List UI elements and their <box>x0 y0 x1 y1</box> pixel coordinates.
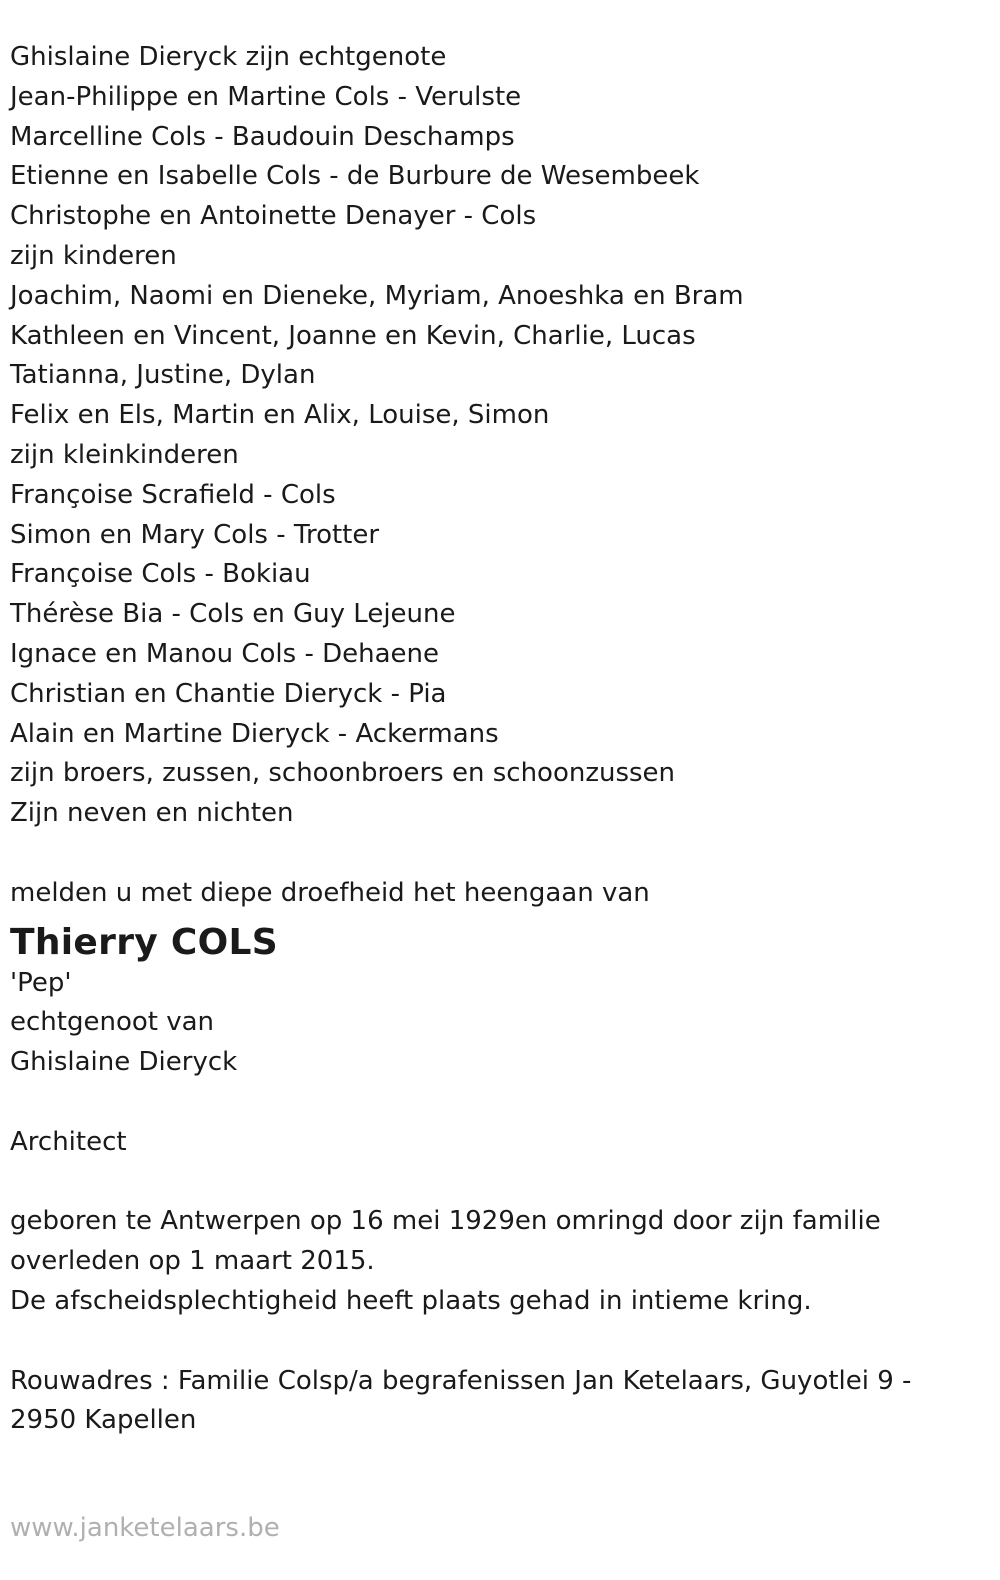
deceased-nickname: 'Pep' <box>10 967 72 998</box>
family-line: Kathleen en Vincent, Joanne en Kevin, Charlie, Lucas <box>10 320 696 351</box>
spacer <box>10 834 970 874</box>
family-line: Joachim, Naomi en Dieneke, Myriam, Anoeshka en Bram <box>10 280 744 311</box>
family-line: Christophe en Antoinette Denayer - Cols <box>10 201 537 232</box>
family-line: Jean-Philippe en Martine Cols - Verulste <box>10 81 522 112</box>
family-list <box>10 38 970 834</box>
announcement: melden u met diepe droefheid het heengaan van <box>10 877 650 908</box>
ceremony-details: De afscheidsplechtigheid heeft plaats gehad in intieme kring. <box>10 1285 812 1316</box>
website-link[interactable]: www.janketelaars.be <box>10 1513 280 1543</box>
family-line: Etienne en Isabelle Cols - de Burbure de Wesembeek <box>10 161 700 192</box>
family-line: Tatianna, Justine, Dylan <box>10 360 316 391</box>
spacer <box>10 1322 970 1362</box>
family-line: Françoise Cols - Bokiau <box>10 559 311 590</box>
family-line: Marcelline Cols - Baudouin Deschamps <box>10 121 515 152</box>
mourning-address: Rouwadres : Familie Colsp/a begrafenissen Jan Ketelaars, Guyotlei 9 - 2950 Kapellen <box>10 1365 912 1436</box>
family-line: Ghislaine Dieryck zijn echtgenote <box>10 42 447 72</box>
obituary-text <box>10 38 970 1441</box>
spouse-label: echtgenoot van <box>10 1007 215 1038</box>
family-line: Thérèse Bia - Cols en Guy Lejeune <box>10 599 456 630</box>
spacer <box>10 1163 970 1203</box>
family-line: Françoise Scrafield - Cols <box>10 479 336 510</box>
family-line: zijn kleinkinderen <box>10 439 239 470</box>
family-line: zijn broers, zussen, schoonbroers en schoonzussen <box>10 758 676 789</box>
spouse-name: Ghislaine Dieryck <box>10 1047 238 1078</box>
family-line: Simon en Mary Cols - Trotter <box>10 519 380 550</box>
family-line: Alain en Martine Dieryck - Ackermans <box>10 718 499 749</box>
death-details: overleden op 1 maart 2015. <box>10 1246 375 1277</box>
family-line: Christian en Chantie Dieryck - Pia <box>10 678 447 709</box>
family-line: zijn kinderen <box>10 240 177 271</box>
family-line: Felix en Els, Martin en Alix, Louise, Simon <box>10 400 550 431</box>
deceased-name: Thierry COLS <box>10 921 278 963</box>
spacer <box>10 1083 970 1123</box>
family-line: Zijn neven en nichten <box>10 798 294 829</box>
birth-details: geboren te Antwerpen op 16 mei 1929en omringd door zijn familie <box>10 1206 881 1237</box>
family-line: Ignace en Manou Cols - Dehaene <box>10 638 440 669</box>
profession: Architect <box>10 1126 127 1157</box>
